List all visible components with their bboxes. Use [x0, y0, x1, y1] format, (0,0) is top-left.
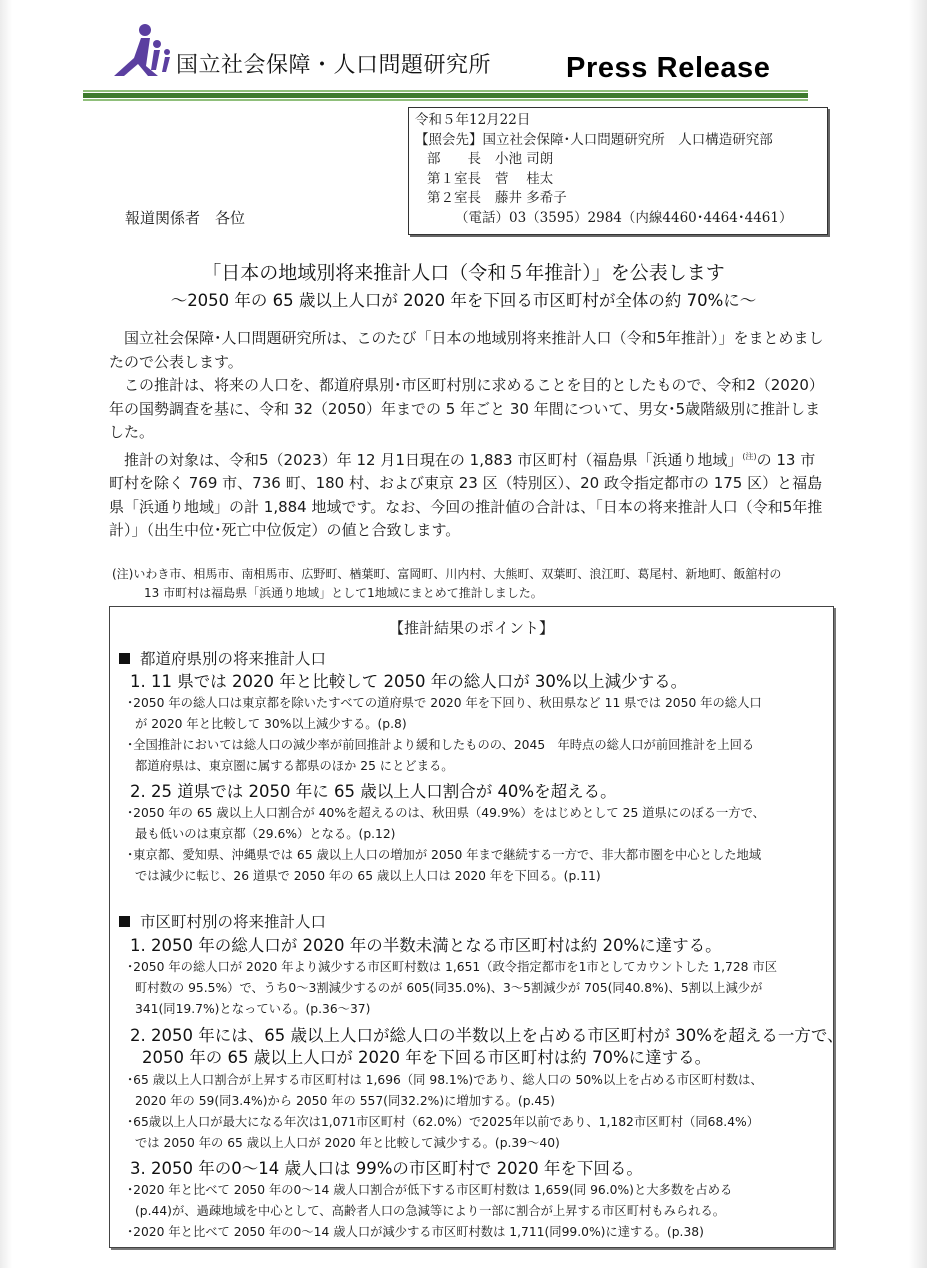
bullet-item: ･2050 年の総人口が 2020 年より減少する市区町村数は 1,651（政令指定都市を1市としてカウントした 1,728 市区 [127, 960, 778, 974]
bullet-item-cont: 最も低いのは東京都（29.6%）となる。(p.12) [135, 827, 396, 841]
contact-name: 小池 司朗 [495, 151, 554, 167]
contact-title: 部 長 [427, 151, 481, 167]
bullet-item-cont: では減少に転じ、26 道県で 2050 年の 65 歳以上人口は 2020 年を下回る。(p.11) [135, 869, 601, 883]
body-paragraph: 国立社会保障･人口問題研究所は、このたび「日本の地域別将来推計人口（令和5年推計）」をまとめましたので公表します。 [109, 329, 824, 371]
footnote-marker: (注) [742, 451, 757, 461]
addressee: 報道関係者 各位 [125, 209, 246, 227]
point-title: 2. 2050 年には、65 歳以上人口が総人口の半数以上を占める市区町村が 30%を超える一方で、 [130, 1026, 844, 1045]
bullet-item: ･2050 年の総人口は東京都を除いたすべての道府県で 2020 年を下回り、秋田県など 11 県では 2050 年の総人口 [127, 696, 762, 710]
page-edge-right [909, 0, 927, 1268]
inquiry-label: 【照会先】 [415, 131, 483, 148]
body-text [109, 327, 824, 543]
inquiry-line [415, 131, 821, 151]
bullet-item: ･全国推計においては総人口の減少率が前回推計より緩和したものの、2045 年時点の総人口が前回推計を上回る [127, 738, 755, 752]
point-title: 2. 25 道県では 2050 年に 65 歳以上人口割合が 40%を超える。 [130, 782, 617, 801]
body-text-fragment: の 13 市町村を除く 769 市、736 町、180 村、および東京 23 区（特別区）、20 政令指定都市の 175 区）と福島県「浜通り地域」の計 1,884 地域です。なお、今回の推計値の合計は、「日本の将来推計人口（令和5年推計）」（出生中位･死亡中位仮定）の値と合致します。 [109, 450, 823, 539]
contact-head [415, 150, 821, 170]
body-paragraph [109, 445, 824, 543]
bullet-item: ･65 歳以上人口割合が上昇する市区町村は 1,696（同 98.1%)であり、総人口の 50%以上を占める市区町村数は、 [127, 1073, 763, 1087]
section-heading [119, 647, 326, 669]
bullet-list [127, 1180, 827, 1243]
press-release-label: Press Release [566, 52, 771, 84]
bullet-item: ･東京都、愛知県、沖縄県では 65 歳以上人口の増加が 2050 年まで継続する一方で、非大都市圏を中心とした地域 [127, 848, 762, 862]
bullet-list [127, 803, 827, 887]
header-rule [83, 90, 808, 92]
organization-name: 国立社会保障・人口問題研究所 [176, 53, 492, 78]
bullet-item-cont: 都道府県は、東京圏に属する都県のほか 25 にとどまる。 [135, 759, 454, 773]
bullet-list [127, 957, 827, 1020]
bullet-item-cont: 2020 年の 59(同3.4%)から 2050 年の 557(同32.2%)に増加する。(p.45) [135, 1094, 555, 1108]
bullet-list [127, 1070, 827, 1154]
contact-box [408, 107, 828, 235]
document-subtitle: ～2050 年の 65 歳以上人口が 2020 年を下回る市区町村が全体の約 70%に～ [170, 291, 757, 310]
bullet-item: ･2050 年の 65 歳以上人口割合が 40%を超えるのは、秋田県（49.9%）をはじめとして 25 道県にのぼる一方で、 [127, 806, 765, 820]
header-rule-thick [83, 93, 808, 98]
body-paragraph: この推計は、将来の人口を、都道府県別･市区町村別に求めることを目的としたもので、令和2（2020）年の国勢調査を基に、令和 32（2050）年までの 5 年ごと 30 年間について、男女･5歳階級別に推計しました。 [109, 376, 824, 441]
section-heading [119, 910, 326, 932]
bullet-item: ･2020 年と比べて 2050 年の0～14 歳人口が減少する市区町村数は 1,711(同99.0%)に達する。(p.38) [127, 1225, 704, 1239]
contact-phone: （電話）03（3595）2984（内線4460･4464･4461） [455, 209, 793, 226]
bullet-item-cont: が 2020 年と比較して 30%以上減少する。(p.8) [135, 717, 407, 731]
bullet-item: ･2020 年と比べて 2050 年の0～14 歳人口割合が低下する市区町村数は 1,659(同 96.0%)と大多数を占める [127, 1183, 733, 1197]
footnote-line: (注)いわき市、相馬市、南相馬市、広野町、楢葉町、富岡町、川内村、大熊町、双葉町、浪江町、葛尾村、新地町、飯舘村の [112, 567, 782, 581]
contact-name: 藤井 多希子 [495, 190, 567, 206]
contact-title: 第２室長 [427, 190, 481, 206]
contact-room1 [415, 170, 821, 190]
institute-logo-icon [112, 22, 172, 78]
bullet-item: ･65歳以上人口が最大になる年次は1,071市区町村（62.0%）で2025年以前であり、1,182市区町村（同68.4%） [127, 1115, 760, 1129]
point-title: 1. 2050 年の総人口が 2020 年の半数未満となる市区町村は約 20%に達する。 [130, 936, 722, 955]
contact-room2 [415, 189, 821, 209]
square-bullet-icon [119, 916, 130, 927]
footnote-line: 13 市町村は福島県「浜通り地域」として1地域にまとめて推計しました。 [144, 586, 543, 600]
page-edge-left [0, 0, 12, 1268]
section-heading-text: 都道府県別の将来推計人口 [140, 650, 327, 668]
point-title: 1. 11 県では 2020 年と比較して 2050 年の総人口が 30%以上減少する。 [130, 672, 688, 691]
contact-title: 第１室長 [427, 170, 481, 187]
inquiry-org: 国立社会保障･人口問題研究所 人口構造研究部 [482, 131, 773, 148]
section-heading-text: 市区町村別の将来推計人口 [140, 913, 327, 931]
document-title: 「日本の地域別将来推計人口（令和５年推計）」を公表します [202, 262, 725, 284]
header-rule [83, 99, 808, 101]
body-text-fragment: 推計の対象は、令和5（2023）年 12 月1日現在の 1,883 市区町村（福島県「浜通り地域」 [124, 450, 743, 469]
square-bullet-icon [119, 653, 130, 664]
release-date: 令和５年12月22日 [415, 112, 531, 128]
key-points-box [109, 606, 844, 1248]
bullet-item-cont: 341(同19.7%)となっている。(p.36～37) [135, 1002, 371, 1016]
bullet-item-cont: 町村数の 95.5%）で、うち0～3割減少するのが 605(同35.0%)、3～5割減少が 705(同40.8%)、5割以上減少が [135, 981, 763, 995]
bullet-item-cont: では 2050 年の 65 歳以上人口が 2020 年と比較して減少する。(p.39～40) [135, 1136, 560, 1150]
bullet-item-cont: (p.44)が、過疎地域を中心として、高齢者人口の急減等により一部に割合が上昇する市区町村もみられる。 [135, 1204, 726, 1218]
footnote [112, 565, 832, 603]
point-title-cont: 2050 年の 65 歳以上人口が 2020 年を下回る市区町村は約 70%に達する。 [142, 1048, 712, 1067]
bullet-list [127, 693, 827, 777]
point-title: 3. 2050 年の0～14 歳人口は 99%の市区町村で 2020 年を下回る。 [130, 1159, 643, 1178]
key-points-title: 【推計結果のポイント】 [388, 619, 554, 637]
contact-name: 菅 桂太 [495, 170, 554, 187]
